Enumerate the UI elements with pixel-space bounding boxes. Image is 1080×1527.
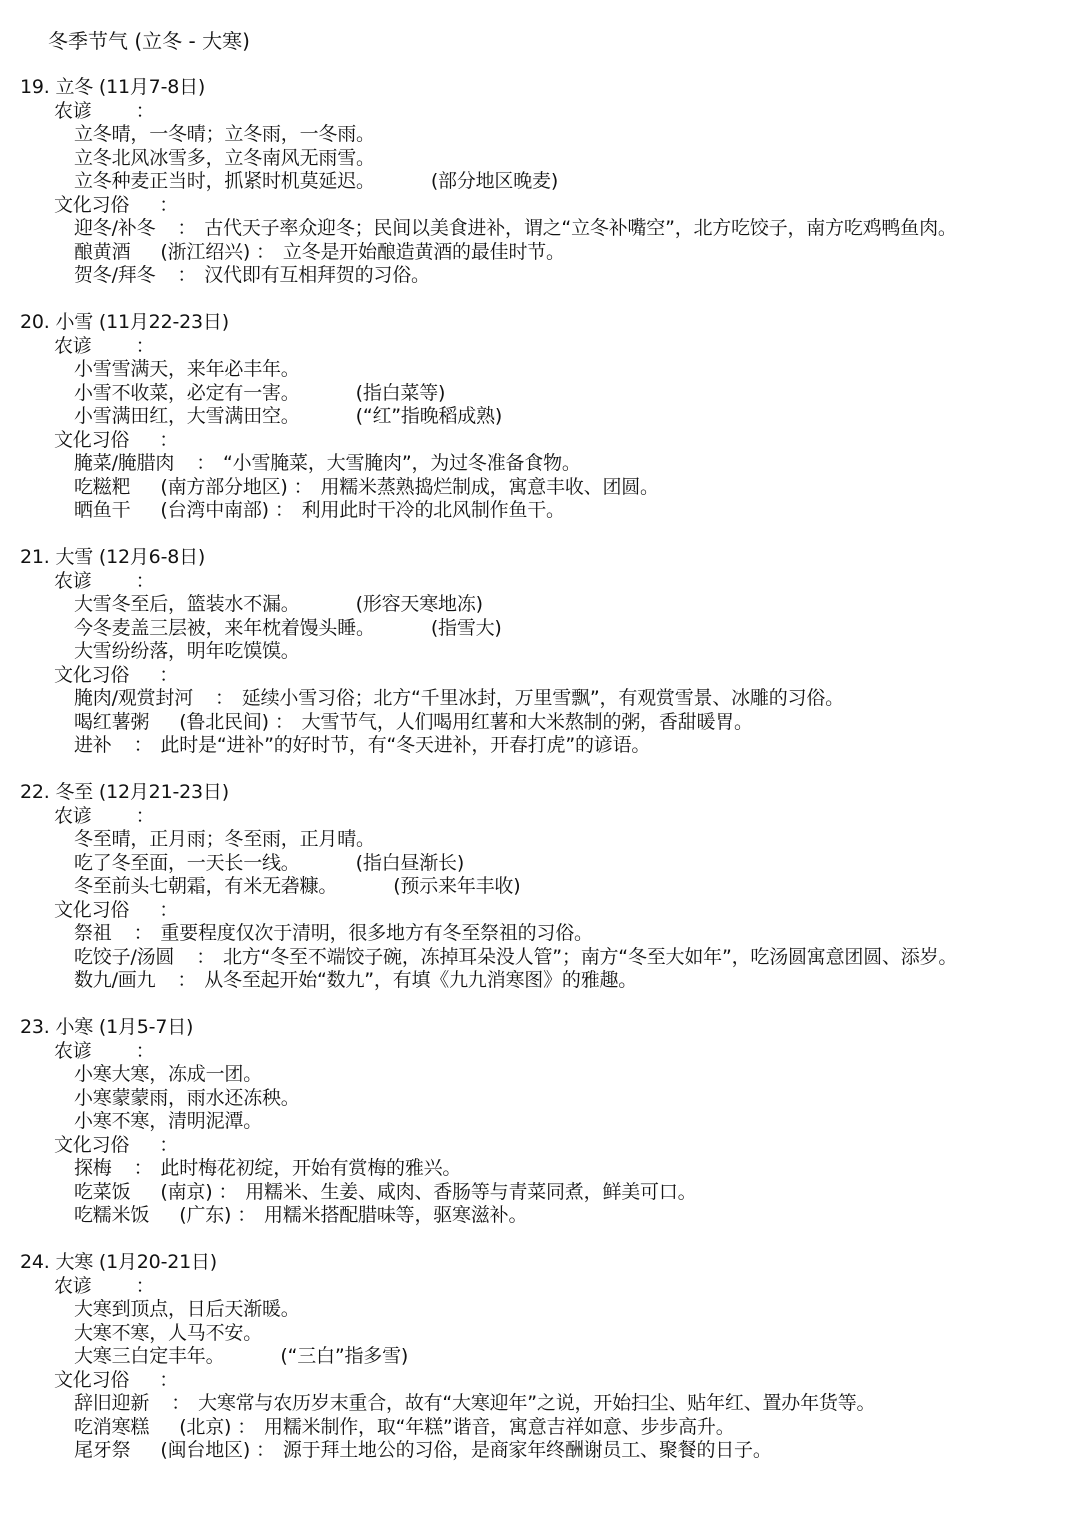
proverb-line [20, 852, 1075, 876]
solar-term-section [20, 311, 1075, 523]
custom-label-line [20, 1369, 1075, 1393]
label-colon: ： [135, 1039, 155, 1062]
proverb-text: 小雪不收菜，必定有一害。 [74, 381, 300, 404]
proverb-text: 小寒蒙蒙雨，雨水还冻秧。 [74, 1086, 300, 1109]
custom-line [20, 1392, 1075, 1416]
custom-colon: ： [256, 240, 275, 263]
custom-name: 吃菜饭 [74, 1180, 131, 1203]
custom-desc: 汉代即有互相拜贺的习俗。 [204, 264, 430, 286]
custom-name: 进补 [74, 734, 112, 756]
label-colon: ： [159, 1368, 179, 1391]
custom-colon: ： [177, 969, 197, 991]
custom-name: 喝红薯粥 [74, 710, 150, 733]
custom-desc: 利用此时干冷的北风制作鱼干。 [301, 499, 565, 521]
proverb-label: 农谚 [54, 1039, 92, 1062]
custom-region: (南方部分地区) [160, 475, 288, 498]
proverb-note: (指白昼渐长) [355, 851, 465, 874]
custom-name: 贺冬/拜冬 [74, 264, 156, 286]
proverb-label-line [20, 100, 1075, 124]
proverb-line [20, 593, 1075, 617]
proverb-note: (预示来年丰收) [393, 875, 521, 897]
label-colon: ： [159, 1133, 179, 1156]
proverb-text: 大寒不寒，人马不安。 [74, 1321, 263, 1344]
custom-colon: ： [274, 499, 294, 521]
proverb-line [20, 405, 1075, 429]
custom-label: 文化习俗 [54, 193, 130, 216]
custom-line [20, 969, 1075, 993]
custom-line [20, 1181, 1075, 1205]
term-heading [20, 781, 1075, 805]
custom-line [20, 264, 1075, 288]
term-heading-text: 19. 立冬 (11月7-8日) [20, 76, 206, 98]
term-heading-text: 22. 冬至 (12月21-23日) [20, 781, 229, 803]
label-colon: ： [159, 428, 179, 451]
custom-line [20, 476, 1075, 500]
custom-name: 迎冬/补冬 [74, 217, 156, 239]
solar-term-section [20, 76, 1075, 288]
proverb-text: 大雪冬至后，篮装水不漏。 [74, 593, 300, 615]
custom-name: 数九/画九 [74, 969, 156, 991]
proverb-text: 立冬种麦正当时，抓紧时机莫延迟。 [74, 170, 375, 192]
custom-desc: 用糯米搭配腊味等，驱寒滋补。 [264, 1204, 528, 1226]
proverb-label-line [20, 805, 1075, 829]
custom-desc: 此时梅花初绽，开始有赏梅的雅兴。 [160, 1157, 462, 1179]
custom-label: 文化习俗 [54, 663, 130, 686]
custom-region: (浙江绍兴) [160, 240, 251, 263]
custom-label: 文化习俗 [54, 1133, 130, 1156]
proverb-text: 今冬麦盖三层被，来年枕着馒头睡。 [74, 616, 375, 639]
custom-name: 探梅 [74, 1157, 112, 1179]
custom-label-line [20, 1134, 1075, 1158]
custom-colon: ： [274, 710, 294, 733]
custom-desc: 源于拜土地公的习俗，是商家年终酬谢员工、聚餐的日子。 [282, 1439, 772, 1461]
proverb-text: 小雪满田红，大雪满田空。 [74, 405, 300, 427]
custom-name: 晒鱼干 [74, 499, 131, 521]
proverb-note: (指白菜等) [355, 381, 446, 404]
custom-label-line [20, 429, 1075, 453]
page-title: 冬季节气 (立冬 - 大寒) [48, 29, 250, 53]
label-colon: ： [135, 804, 155, 827]
custom-label: 文化习俗 [54, 1368, 130, 1391]
custom-name: 吃糍粑 [74, 475, 131, 498]
custom-desc: 北方“冬至不端饺子碗，冻掉耳朵没人管”；南方“冬至大如年”，吃汤圆寓意团圆、添岁。 [223, 945, 958, 968]
term-heading [20, 311, 1075, 335]
proverb-line [20, 358, 1075, 382]
custom-region: (南京) [160, 1180, 213, 1203]
custom-desc: 大寒常与农历岁末重合，故有“大寒迎年”之说，开始扫尘、贴年红、置办年货等。 [198, 1392, 876, 1414]
custom-desc: 用糯米、生姜、咸肉、香肠等与青菜同煮，鲜美可口。 [245, 1180, 697, 1203]
custom-label-line [20, 664, 1075, 688]
custom-line [20, 499, 1075, 523]
custom-colon: ： [256, 1439, 275, 1461]
custom-name: 吃饺子/汤圆 [74, 945, 175, 968]
label-colon: ： [135, 99, 155, 122]
proverb-line [20, 1298, 1075, 1322]
proverb-line [20, 170, 1075, 194]
custom-line [20, 1416, 1075, 1440]
proverb-line [20, 1063, 1075, 1087]
custom-name: 腌菜/腌腊肉 [74, 452, 175, 474]
custom-desc: 此时是“进补”的好时节，有“冬天进补，开春打虎”的谚语。 [160, 734, 651, 756]
custom-colon: ： [171, 1392, 191, 1414]
custom-region: (北京) [179, 1415, 232, 1438]
proverb-note: (形容天寒地冻) [355, 593, 483, 615]
custom-colon: ： [293, 475, 313, 498]
term-heading [20, 1251, 1075, 1275]
proverb-label: 农谚 [54, 99, 92, 122]
custom-colon: ： [133, 1157, 153, 1179]
custom-name: 腌肉/观赏封河 [74, 687, 194, 709]
custom-line [20, 217, 1075, 241]
custom-name: 辞旧迎新 [74, 1392, 150, 1414]
label-colon: ： [135, 334, 155, 357]
custom-desc: 大雪节气，人们喝用红薯和大米熬制的粥，香甜暖胃。 [301, 710, 753, 733]
custom-region: (广东) [179, 1204, 232, 1226]
solar-term-section [20, 1016, 1075, 1228]
custom-colon: ： [237, 1204, 257, 1226]
proverb-line [20, 617, 1075, 641]
proverb-text: 小寒大寒，冻成一团。 [74, 1063, 263, 1085]
custom-line [20, 452, 1075, 476]
proverb-note: (“红”指晚稻成熟) [355, 405, 503, 427]
custom-colon: ： [133, 734, 153, 756]
custom-colon: ： [237, 1415, 257, 1438]
label-colon: ： [135, 569, 155, 592]
proverb-text: 吃了冬至面，一天长一线。 [74, 851, 300, 874]
custom-label-line [20, 194, 1075, 218]
proverb-line [20, 147, 1075, 171]
custom-line [20, 1157, 1075, 1181]
proverb-line [20, 875, 1075, 899]
proverb-text: 小雪雪满天，来年必丰年。 [74, 358, 300, 380]
proverb-text: 立冬北风冰雪多，立冬南风无雨雪。 [74, 146, 375, 169]
custom-desc: 从冬至起开始“数九”，有填《九九消寒图》的雅趣。 [204, 969, 638, 991]
proverb-text: 大寒三白定丰年。 [74, 1345, 225, 1367]
custom-line [20, 241, 1075, 265]
term-heading-text: 20. 小雪 (11月22-23日) [20, 311, 229, 333]
custom-line [20, 1439, 1075, 1463]
proverb-line [20, 382, 1075, 406]
custom-desc: 用糯米蒸熟捣烂制成，寓意丰收、团圆。 [320, 475, 659, 498]
solar-term-section [20, 1251, 1075, 1463]
custom-colon: ： [215, 687, 234, 709]
proverb-label-line [20, 1275, 1075, 1299]
proverb-note: (“三白”指多雪) [280, 1345, 409, 1367]
solar-term-section [20, 546, 1075, 758]
custom-desc: 立冬是开始酿造黄酒的最佳时节。 [282, 240, 565, 263]
proverb-label-line [20, 1040, 1075, 1064]
proverb-label: 农谚 [54, 569, 92, 592]
custom-label-line [20, 899, 1075, 923]
custom-colon: ： [196, 945, 216, 968]
custom-name: 尾牙祭 [74, 1439, 131, 1461]
custom-name: 祭祖 [74, 922, 112, 944]
custom-desc: 重要程度仅次于清明，很多地方有冬至祭祖的习俗。 [160, 922, 593, 944]
term-heading-text: 23. 小寒 (1月5-7日) [20, 1016, 194, 1038]
solar-term-section [20, 781, 1075, 993]
custom-region: (鲁北民间) [179, 710, 269, 733]
custom-colon: ： [218, 1180, 238, 1203]
custom-region: (闽台地区) [160, 1439, 251, 1461]
custom-label: 文化习俗 [54, 428, 130, 451]
custom-name: 吃消寒糕 [74, 1415, 150, 1438]
custom-desc: 用糯米制作，取“年糕”谐音，寓意吉祥如意、步步高升。 [264, 1415, 735, 1438]
custom-colon: ： [177, 217, 197, 239]
label-colon: ： [135, 1274, 155, 1297]
custom-name: 酿黄酒 [74, 240, 131, 263]
proverb-line [20, 1087, 1075, 1111]
proverb-line [20, 828, 1075, 852]
term-heading [20, 1016, 1075, 1040]
proverb-label: 农谚 [54, 1274, 92, 1297]
term-heading-text: 21. 大雪 (12月6-8日) [20, 546, 206, 568]
custom-label: 文化习俗 [54, 898, 130, 921]
proverb-label: 农谚 [54, 334, 92, 357]
proverb-line [20, 640, 1075, 664]
custom-colon: ： [133, 922, 153, 944]
custom-line [20, 946, 1075, 970]
custom-desc: 古代天子率众迎冬；民间以美食进补，谓之“立冬补嘴空”，北方吃饺子，南方吃鸡鸭鱼肉。 [204, 217, 957, 239]
custom-desc: “小雪腌菜，大雪腌肉”，为过冬准备食物。 [223, 452, 581, 474]
term-heading [20, 546, 1075, 570]
custom-name: 吃糯米饭 [74, 1204, 150, 1226]
label-colon: ： [159, 898, 179, 921]
term-heading-text: 24. 大寒 (1月20-21日) [20, 1251, 218, 1273]
proverb-text: 大寒到顶点，日后天渐暖。 [74, 1298, 300, 1320]
term-heading [20, 76, 1075, 100]
custom-line [20, 687, 1075, 711]
proverb-label-line [20, 570, 1075, 594]
proverb-text: 冬至晴，正月雨；冬至雨，正月晴。 [74, 828, 375, 850]
custom-line [20, 922, 1075, 946]
label-colon: ： [159, 663, 179, 686]
custom-line [20, 734, 1075, 758]
proverb-note: (部分地区晚麦) [430, 170, 559, 192]
proverb-line [20, 123, 1075, 147]
proverb-line [20, 1322, 1075, 1346]
custom-line [20, 1204, 1075, 1228]
custom-region: (台湾中南部) [160, 499, 269, 521]
custom-colon: ： [177, 264, 197, 286]
proverb-line [20, 1345, 1075, 1369]
label-colon: ： [159, 193, 179, 216]
proverb-text: 立冬晴，一冬晴；立冬雨，一冬雨。 [74, 123, 375, 145]
proverb-text: 大雪纷纷落，明年吃馍馍。 [74, 640, 300, 662]
proverb-text: 小寒不寒，清明泥潭。 [74, 1110, 263, 1132]
proverb-line [20, 1110, 1075, 1134]
custom-desc: 延续小雪习俗；北方“千里冰封，万里雪飘”，有观赏雪景、冰雕的习俗。 [241, 687, 844, 709]
custom-colon: ： [196, 452, 216, 474]
custom-line [20, 711, 1075, 735]
proverb-label: 农谚 [54, 804, 92, 827]
proverb-label-line [20, 335, 1075, 359]
proverb-note: (指雪大) [430, 616, 502, 639]
proverb-text: 冬至前头七朝霜，有米无砻糠。 [74, 875, 338, 897]
